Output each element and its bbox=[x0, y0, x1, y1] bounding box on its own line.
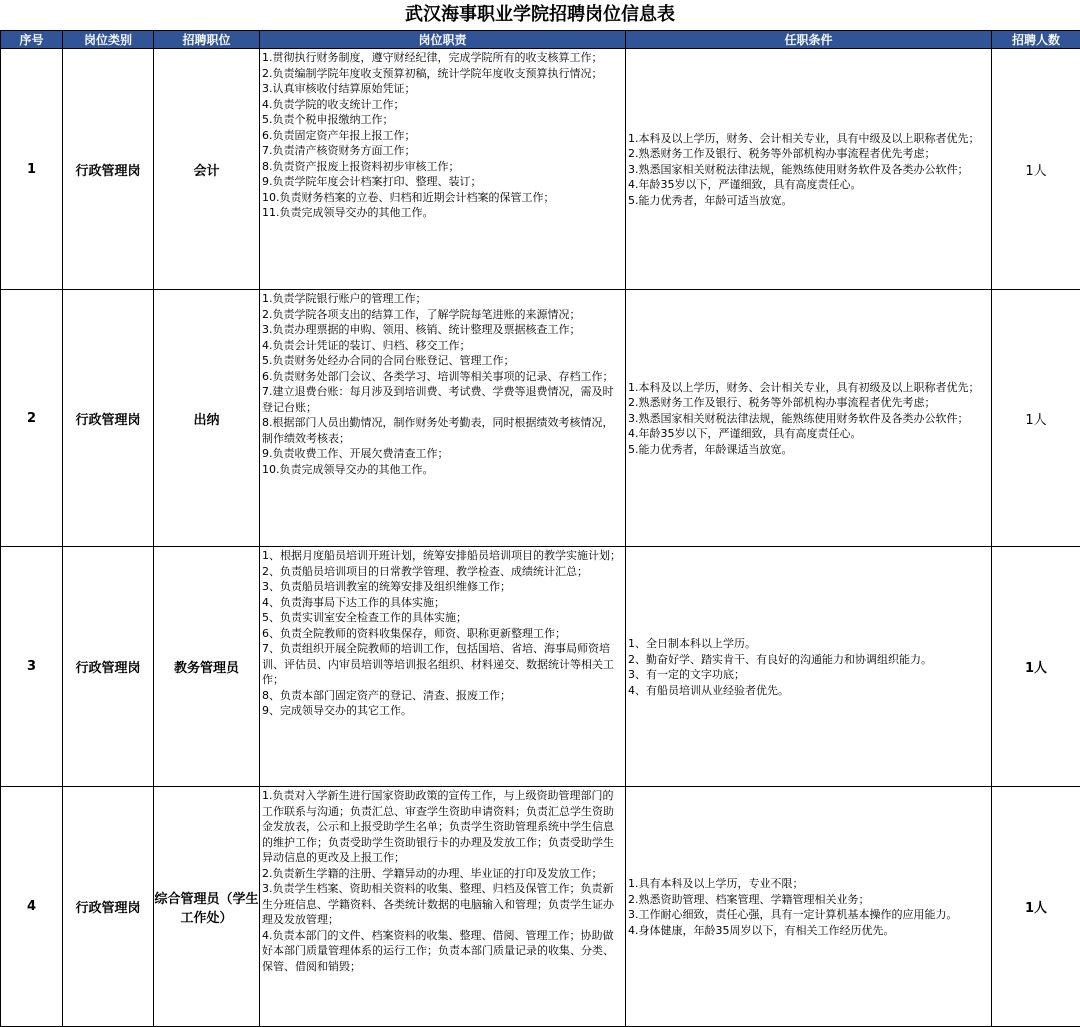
duty-line: 4.负责本部门的文件、档案资料的收集、整理、借阅、管理工作；协助做好本部门质量管理体系的运行工作；负责本部门质量记录的收集、分类、保管、借阅和销毁； bbox=[262, 928, 623, 975]
duty-line: 4、负责海事局下达工作的具体实施； bbox=[262, 595, 623, 611]
row-no: 1 bbox=[1, 49, 63, 290]
row-position: 出纳 bbox=[154, 290, 260, 547]
row-duties bbox=[260, 787, 626, 1027]
requirement-line: 5.能力优秀者，年龄课适当放宽。 bbox=[628, 442, 989, 458]
col-header-headcount: 招聘人数 bbox=[992, 31, 1080, 49]
col-header-duties: 岗位职责 bbox=[260, 31, 626, 49]
col-header-no: 序号 bbox=[1, 31, 63, 49]
row-position: 综合管理员（学生工作处） bbox=[154, 787, 260, 1027]
duty-line: 6.负责财务处部门会议、各类学习、培训等相关事项的记录、存档工作； bbox=[262, 369, 623, 385]
row-category: 行政管理岗 bbox=[63, 787, 154, 1027]
table-row bbox=[1, 547, 1080, 787]
duty-line: 3.负责学生档案、资助相关资料的收集、整理、归档及保管工作；负责新生分班信息、学籍资料、各类统计数据的电脑输入和管理；负责学生证办理及发放管理； bbox=[262, 881, 623, 928]
table-row bbox=[1, 290, 1080, 547]
duty-line: 7.建立退费台账：每月涉及到培训费、考试费、学费等退费情况，需及时登记台账； bbox=[262, 384, 623, 415]
duty-line: 9.负责收费工作、开展欠费清查工作； bbox=[262, 446, 623, 462]
duty-line: 9、完成领导交办的其它工作。 bbox=[262, 703, 623, 719]
row-category: 行政管理岗 bbox=[63, 290, 154, 547]
table-row bbox=[1, 787, 1080, 1027]
requirement-line: 3.工作耐心细致，责任心强，具有一定计算机基本操作的应用能力。 bbox=[628, 907, 989, 923]
row-headcount: 1人 bbox=[992, 49, 1080, 290]
row-duties bbox=[260, 49, 626, 290]
header-row bbox=[1, 31, 1080, 49]
duty-line: 10.负责完成领导交办的其他工作。 bbox=[262, 462, 623, 478]
duty-line: 7、负责组织开展全院教师的培训工作，包括国培、省培、海事局师资培训、评估员、内审员培训等培训报名组织、材料递交、数据统计等相关工作； bbox=[262, 641, 623, 688]
table-row bbox=[1, 49, 1080, 290]
row-headcount: 1人 bbox=[992, 787, 1080, 1027]
row-position: 会计 bbox=[154, 49, 260, 290]
row-no: 2 bbox=[1, 290, 63, 547]
requirement-line: 1、全日制本科以上学历。 bbox=[628, 636, 989, 652]
requirement-line: 2.熟悉财务工作及银行、税务等外部机构办事流程者优先考虑； bbox=[628, 395, 989, 411]
duty-line: 10.负责财务档案的立卷、归档和近期会计档案的保管工作； bbox=[262, 190, 623, 206]
duty-line: 1.负责对入学新生进行国家资助政策的宣传工作，与上级资助管理部门的工作联系与沟通；负责汇总、审查学生资助申请资料；负责汇总学生资助金发放表，公示和上报受助学生名单；负责学生资助管理系统中学生信息的维护工作；负责受助学生资助银行卡的办理及发放工作；负责受助学生异动信息的更改及上报工作； bbox=[262, 788, 623, 866]
requirement-line: 4.年龄35岁以下，严谨细致，具有高度责任心。 bbox=[628, 426, 989, 442]
duty-line: 3.认真审核收付结算原始凭证； bbox=[262, 81, 623, 97]
requirement-line: 2、勤奋好学、踏实肯干、有良好的沟通能力和协调组织能力。 bbox=[628, 652, 989, 668]
duty-line: 6.负责固定资产年报上报工作； bbox=[262, 128, 623, 144]
row-headcount: 1人 bbox=[992, 547, 1080, 787]
row-no: 4 bbox=[1, 787, 63, 1027]
row-requirements bbox=[626, 787, 992, 1027]
row-duties bbox=[260, 547, 626, 787]
row-duties bbox=[260, 290, 626, 547]
duty-line: 8.根据部门人员出勤情况，制作财务处考勤表，同时根据绩效考核情况，制作绩效考核表； bbox=[262, 415, 623, 446]
col-header-requirements: 任职条件 bbox=[626, 31, 992, 49]
duty-line: 3.负责办理票据的申购、领用、核销、统计整理及票据核查工作； bbox=[262, 322, 623, 338]
row-category: 行政管理岗 bbox=[63, 49, 154, 290]
duty-line: 2.负责学院各项支出的结算工作，了解学院每笔进账的来源情况； bbox=[262, 307, 623, 323]
requirement-line: 5.能力优秀者，年龄可适当放宽。 bbox=[628, 193, 989, 209]
duty-line: 4.负责会计凭证的装订、归档、移交工作； bbox=[262, 338, 623, 354]
row-headcount: 1人 bbox=[992, 290, 1080, 547]
row-requirements bbox=[626, 290, 992, 547]
col-header-category: 岗位类别 bbox=[63, 31, 154, 49]
duty-line: 11.负责完成领导交办的其他工作。 bbox=[262, 205, 623, 221]
duty-line: 5.负责个税申报缴纳工作； bbox=[262, 112, 623, 128]
requirement-line: 2.熟悉资助管理、档案管理、学籍管理相关业务； bbox=[628, 892, 989, 908]
duty-line: 2.负责编制学院年度收支预算初稿，统计学院年度收支预算执行情况； bbox=[262, 66, 623, 82]
col-header-position: 招聘职位 bbox=[154, 31, 260, 49]
row-no: 3 bbox=[1, 547, 63, 787]
requirement-line: 4.年龄35岁以下，严谨细致，具有高度责任心。 bbox=[628, 177, 989, 193]
requirement-line: 2.熟悉财务工作及银行、税务等外部机构办事流程者优先考虑； bbox=[628, 146, 989, 162]
duty-line: 2、负责船员培训项目的日常教学管理、教学检查、成绩统计汇总； bbox=[262, 564, 623, 580]
duty-line: 8、负责本部门固定资产的登记、清查、报废工作； bbox=[262, 688, 623, 704]
recruitment-table bbox=[0, 30, 1080, 1027]
requirement-line: 3、有一定的文字功底； bbox=[628, 667, 989, 683]
requirement-line: 4、有船员培训从业经验者优先。 bbox=[628, 683, 989, 699]
duty-line: 2.负责新生学籍的注册、学籍异动的办理、毕业证的打印及发放工作； bbox=[262, 866, 623, 882]
page-title: 武汉海事职业学院招聘岗位信息表 bbox=[0, 0, 1080, 30]
duty-line: 1、根据月度船员培训开班计划，统筹安排船员培训项目的教学实施计划； bbox=[262, 548, 623, 564]
duty-line: 5、负责实训室安全检查工作的具体实施； bbox=[262, 610, 623, 626]
requirement-line: 1.本科及以上学历，财务、会计相关专业，具有初级及以上职称者优先； bbox=[628, 380, 989, 396]
duty-line: 7.负责清产核资财务方面工作； bbox=[262, 143, 623, 159]
row-position: 教务管理员 bbox=[154, 547, 260, 787]
duty-line: 5.负责财务处经办合同的合同台账登记、管理工作； bbox=[262, 353, 623, 369]
row-category: 行政管理岗 bbox=[63, 547, 154, 787]
requirement-line: 1.具有本科及以上学历，专业不限； bbox=[628, 876, 989, 892]
requirement-line: 4.身体健康，年龄35周岁以下，有相关工作经历优先。 bbox=[628, 923, 989, 939]
duty-line: 3、负责船员培训教室的统筹安排及组织维修工作； bbox=[262, 579, 623, 595]
duty-line: 4.负责学院的收支统计工作； bbox=[262, 97, 623, 113]
duty-line: 8.负责资产报废上报资料初步审核工作； bbox=[262, 159, 623, 175]
duty-line: 6、负责全院教师的资料收集保存，师资、职称更新整理工作； bbox=[262, 626, 623, 642]
row-requirements bbox=[626, 547, 992, 787]
requirement-line: 3.熟悉国家相关财税法律法规，能熟练使用财务软件及各类办公软件； bbox=[628, 411, 989, 427]
duty-line: 9.负责学院年度会计档案打印、整理、装订； bbox=[262, 174, 623, 190]
requirement-line: 3.熟悉国家相关财税法律法规，能熟练使用财务软件及各类办公软件； bbox=[628, 162, 989, 178]
row-requirements bbox=[626, 49, 992, 290]
duty-line: 1.负责学院银行账户的管理工作； bbox=[262, 291, 623, 307]
duty-line: 1.贯彻执行财务制度，遵守财经纪律，完成学院所有的收支核算工作； bbox=[262, 50, 623, 66]
requirement-line: 1.本科及以上学历，财务、会计相关专业，具有中级及以上职称者优先； bbox=[628, 131, 989, 147]
